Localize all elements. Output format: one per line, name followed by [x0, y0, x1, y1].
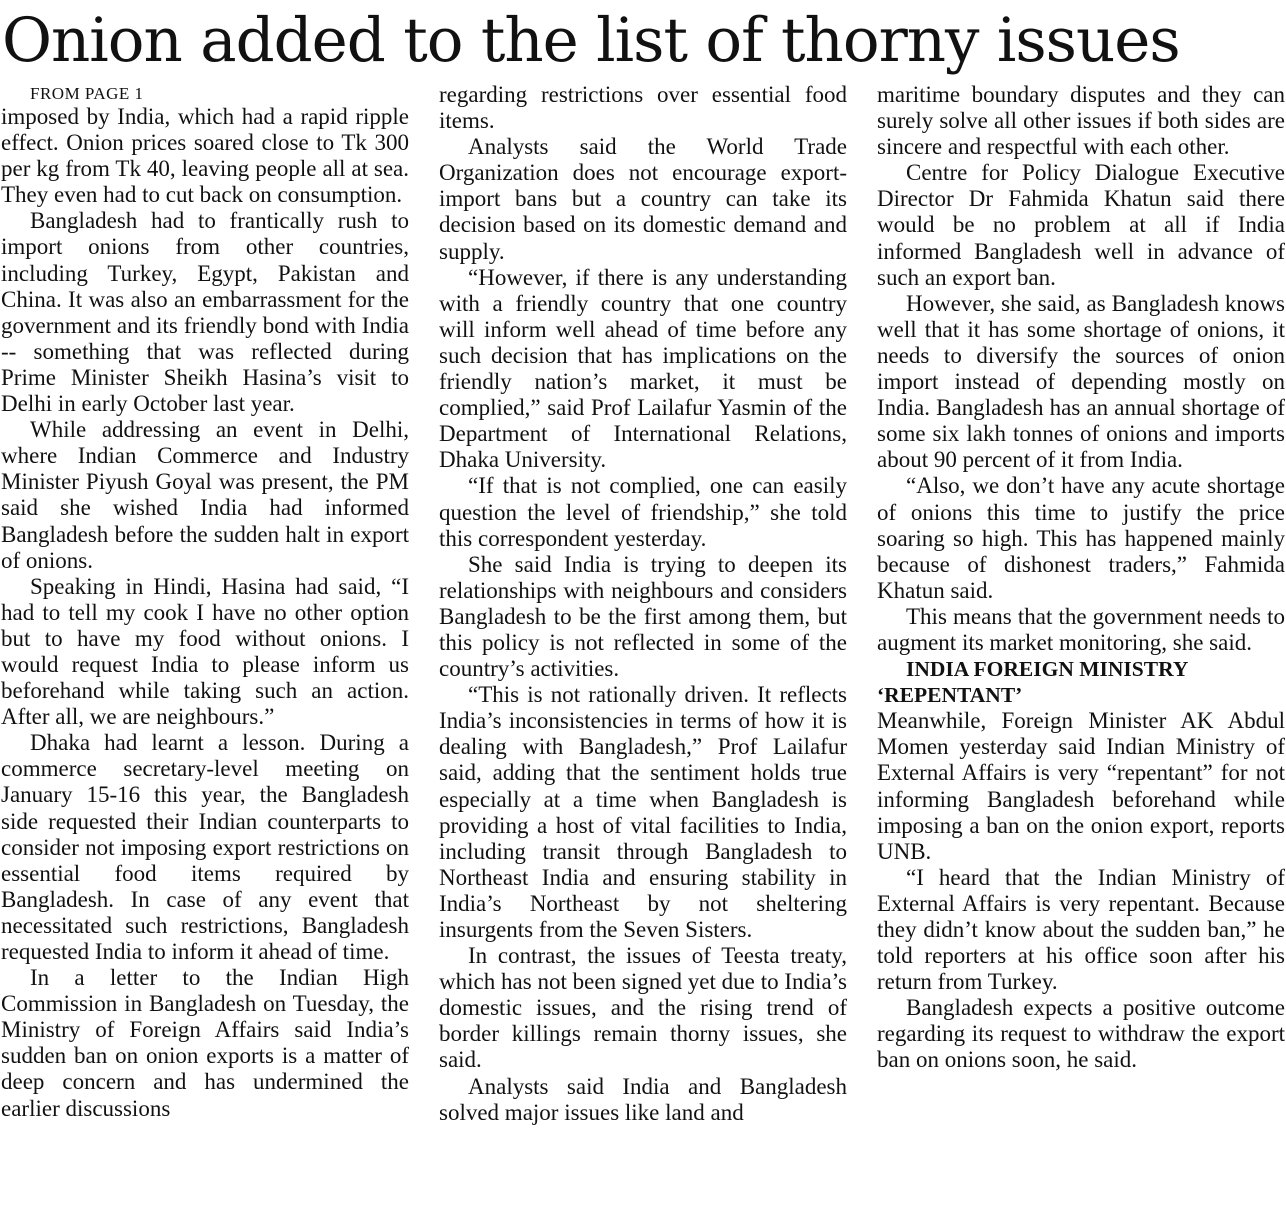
paragraph: This means that the government needs to augment its market monitoring, she said. — [877, 603, 1285, 655]
paragraph: Analysts said India and Bangladesh solved major issues like land and — [439, 1073, 847, 1125]
paragraph: In a letter to the Indian High Commission in Bangladesh on Tuesday, the Ministry of Foreign Affairs said India’s sudden ban on onion exports is a matter of deep concern and has undermined the earlier discussions — [1, 965, 409, 1121]
paragraph: “Also, we don’t have any acute shortage of onions this time to justify the price soaring so high. This has happened mainly because of dishonest traders,” Fahmida Khatun said. — [877, 473, 1285, 603]
subhead: INDIA FOREIGN MINISTRY ‘REPENTANT’ — [877, 657, 1188, 708]
paragraph: Meanwhile, Foreign Minister AK Abdul Momen yesterday said Indian Ministry of External Affairs is very “repentant” for not informing Bangladesh beforehand while imposing a ban on the onion export, reports UNB. — [877, 708, 1285, 864]
paragraph: She said India is trying to deepen its relationships with neighbours and considers Bangladesh to be the first among them, but this policy is not reflected in some of the country’s activities. — [439, 551, 847, 682]
paragraph: “If that is not complied, one can easily question the level of friendship,” she told this correspondent yesterday. — [439, 473, 847, 551]
article-column-1 — [1, 84, 409, 1212]
jump-line: FROM PAGE 1 — [30, 84, 144, 103]
paragraph: Speaking in Hindi, Hasina had said, “I had to tell my cook I have no other option but to have my food without onions. I would request India to please inform us beforehand while taking such an action. After all, we are neighbours.” — [1, 573, 409, 730]
paragraph: Bangladesh expects a positive outcome regarding its request to withdraw the export ban on onions soon, he said. — [877, 995, 1285, 1073]
paragraph: imposed by India, which had a rapid ripple effect. Onion prices soared close to Tk 300 per kg from Tk 40, leaving people all at sea. They even had to cut back on consumption. — [1, 104, 409, 208]
paragraph: “I heard that the Indian Ministry of External Affairs is very repentant. Because they didn’t know about the sudden ban,” he told reporters at his office soon after his return from Turkey. — [877, 864, 1285, 995]
paragraph: Bangladesh had to frantically rush to import onions from other countries, including Turkey, Egypt, Pakistan and China. It was also an embarrassment for the government and its friendly bond with India -- something that was reflected during Prime Minister Sheikh Hasina’s visit to Delhi in early October last year. — [1, 208, 409, 417]
paragraph: However, she said, as Bangladesh knows well that it has some shortage of onions, it needs to diversify the sources of onion import instead of depending mostly on India. Bangladesh has an annual shortage of some six lakh tonnes of onions and imports about 90 percent of it from India. — [877, 290, 1285, 473]
paragraph: In contrast, the issues of Teesta treaty, which has not been signed yet due to India’s domestic issues, and the rising trend of border killings remain thorny issues, she said. — [439, 943, 847, 1073]
headline: Onion added to the list of thorny issues — [2, 5, 1180, 76]
article-column-3 — [877, 82, 1285, 1210]
paragraph: Centre for Policy Dialogue Executive Director Dr Fahmida Khatun said there would be no problem at all if India informed Bangladesh well in advance of such an export ban. — [877, 160, 1285, 290]
paragraph: Analysts said the World Trade Organization does not encourage export-import bans but a country can take its decision based on its domestic demand and supply. — [439, 134, 847, 264]
paragraph: Dhaka had learnt a lesson. During a commerce secretary-level meeting on January 15-16 this year, the Bangladesh side requested their Indian counterparts to consider not imposing export restrictions on essential food items required by Bangladesh. In case of any event that necessitated such restrictions, Bangladesh requested India to inform it ahead of time. — [1, 730, 409, 964]
paragraph: “This is not rationally driven. It reflects India’s inconsistencies in terms of how it is dealing with Bangladesh,” Prof Lailafur said, adding that the sentiment holds true especially at a time when Bangladesh is providing a host of vital facilities to India, including transit through Bangladesh to Northeast India and ensuring stability in India’s Northeast by not sheltering insurgents from the Seven Sisters. — [439, 682, 847, 942]
paragraph: regarding restrictions over essential food items. — [439, 82, 847, 134]
paragraph: maritime boundary disputes and they can surely solve all other issues if both sides are sincere and respectful with each other. — [877, 82, 1285, 160]
paragraph: “However, if there is any understanding with a friendly country that one country will inform well ahead of time before any such decision that has implications on the friendly nation’s market, it must be complied,” said Prof Lailafur Yasmin of the Department of International Relations, Dhaka University. — [439, 264, 847, 473]
paragraph: While addressing an event in Delhi, where Indian Commerce and Industry Minister Piyush Goyal was present, the PM said she wished India had informed Bangladesh before the sudden halt in export of onions. — [1, 417, 409, 573]
article-column-2 — [439, 82, 847, 1210]
